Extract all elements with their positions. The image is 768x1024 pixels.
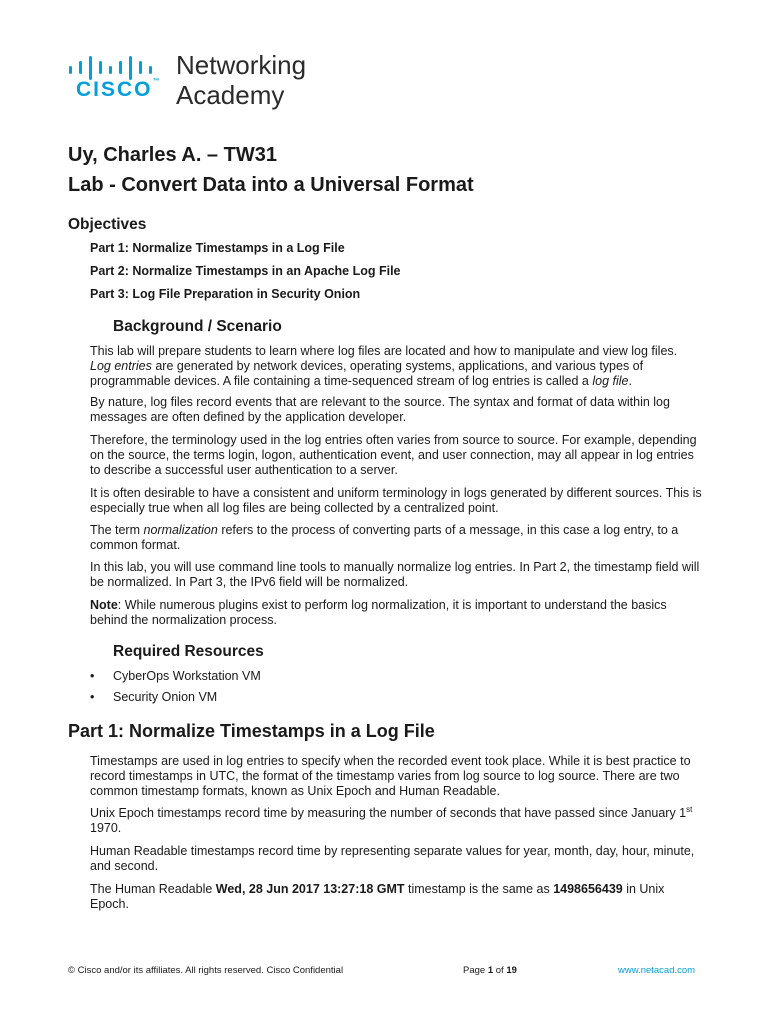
note-paragraph: Note: While numerous plugins exist to perform log normalization, it is important to understand the basics behind the normalization process. bbox=[90, 598, 667, 627]
objective-item: Part 2: Normalize Timestamps in an Apache Log File bbox=[90, 264, 401, 278]
background-paragraph-2: By nature, log files record events that are relevant to the source. The syntax and format of data within log messages are often defined by the application developer. bbox=[90, 395, 670, 424]
part1-paragraph-2: Unix Epoch timestamps record time by measuring the number of seconds that have passed since January 1st 1970. bbox=[90, 804, 693, 835]
part1-paragraph-4: The Human Readable Wed, 28 Jun 2017 13:27:18 GMT timestamp is the same as 1498656439 in Unix Epoch. bbox=[90, 882, 665, 911]
resource-list-item: • CyberOps Workstation VM bbox=[90, 669, 261, 683]
objectives-heading: Objectives bbox=[68, 216, 147, 233]
cisco-networking-academy-logo bbox=[68, 50, 328, 112]
bullet-icon: • bbox=[90, 669, 95, 683]
objective-item: Part 1: Normalize Timestamps in a Log File bbox=[90, 241, 345, 255]
footer-copyright: © Cisco and/or its affiliates. All rights reserved. Cisco Confidential bbox=[68, 965, 344, 976]
bullet-icon: • bbox=[90, 690, 95, 704]
part1-paragraph-1: Timestamps are used in log entries to specify when the recorded event took place. While it is best practice to record timestamps in UTC, the format of the timestamp varies from log source to log source. There are two common timestamp formats, known as Unix Epoch and Human Readable. bbox=[90, 754, 691, 798]
cisco-wordmark: CISCO™ bbox=[76, 78, 160, 101]
part1-paragraph-3: Human Readable timestamps record time by representing separate values for year, month, day, hour, minute, and second. bbox=[90, 844, 695, 873]
logo-academy: Academy bbox=[176, 80, 285, 110]
objective-item: Part 3: Log File Preparation in Security Onion bbox=[90, 287, 361, 301]
resource-list-item: • Security Onion VM bbox=[90, 690, 218, 704]
logo-networking: Networking bbox=[176, 50, 307, 80]
background-paragraph-3: Therefore, the terminology used in the log entries often varies from source to source. For example, depending on the source, the terms login, logon, authentication event, and user connection, may all appear in log entries to describe a successful user authentication to a server. bbox=[90, 433, 697, 477]
background-paragraph-1: This lab will prepare students to learn where log files are located and how to manipulate and view log files. Log entries are generated by network devices, operating systems, applications, and various types of programmable devices. A file containing a time-sequenced stream of log entries is called a log file. bbox=[90, 344, 678, 388]
cisco-bars-icon bbox=[68, 56, 166, 80]
student-name: Uy, Charles A. – TW31 bbox=[68, 144, 277, 166]
required-resources-heading: Required Resources bbox=[113, 643, 264, 660]
part1-heading: Part 1: Normalize Timestamps in a Log File bbox=[68, 721, 435, 741]
lab-title: Lab - Convert Data into a Universal Format bbox=[68, 174, 474, 196]
background-paragraph-6: In this lab, you will use command line tools to manually normalize log entries. In Part 2, the timestamp field will be normalized. In Part 3, the IPv6 field will be normalized. bbox=[90, 560, 700, 589]
background-paragraph-4: It is often desirable to have a consistent and uniform terminology in logs generated by different sources. This is especially true when all log files are being collected by a centralized point. bbox=[90, 486, 702, 515]
footer-website-link[interactable]: www.netacad.com bbox=[618, 965, 696, 976]
background-heading: Background / Scenario bbox=[113, 318, 282, 335]
copyright-icon: © bbox=[68, 965, 75, 976]
background-paragraph-5: The term normalization refers to the process of converting parts of a message, in this case a log entry, to a common format. bbox=[90, 523, 679, 552]
footer-page-number: Page 1 of 19 bbox=[463, 965, 517, 976]
